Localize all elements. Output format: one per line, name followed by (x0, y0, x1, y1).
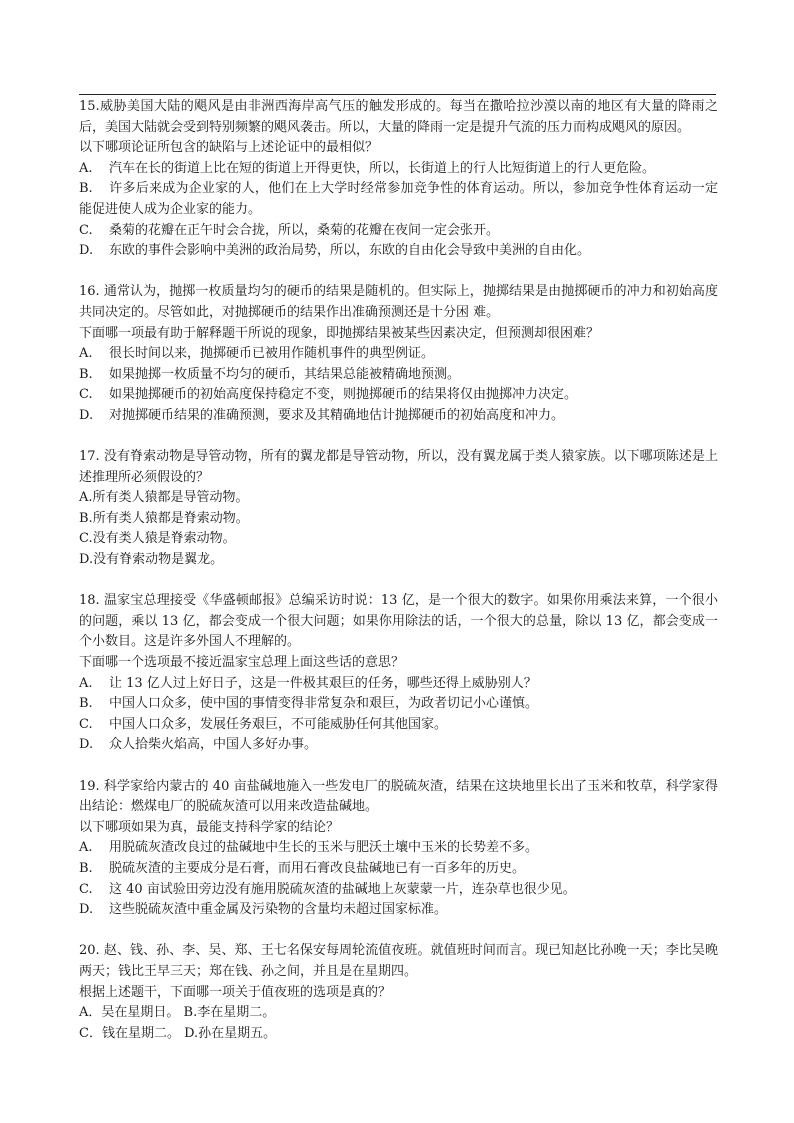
option-c (79, 880, 718, 901)
option-b (79, 694, 718, 715)
option-c (79, 715, 718, 736)
option-text: 这 40 亩试验田旁边没有施用脱硫灰渣的盐碱地上灰蒙蒙一片，连杂草也很少见。 (109, 881, 576, 897)
option-a (79, 838, 718, 859)
option-text: 东欧的事件会影响中美洲的政治局势，所以，东欧的自由化会导致中美洲的自由化。 (109, 243, 591, 259)
option-row-cd: C．钱在星期二。 D.孙在星期五。 (79, 1025, 277, 1041)
option-letter: A. (79, 675, 93, 691)
question-stem: 20. 赵、钱、孙、李、吴、郑、王七名保安每周轮流值夜班。就值班时间而言。现已知赵比孙晚一天；李比吴晚两天；钱比王早三天；郑在钱、孙之间，并且是在星期四。 (79, 943, 718, 979)
option-letter: C. (79, 881, 93, 897)
option-text: 汽车在长的街道上比在短的街道上开得更快，所以，长街道上的行人比短街道上的行人更危险。 (109, 160, 656, 176)
option-c (79, 385, 718, 406)
option-letter: C. (79, 716, 93, 732)
header-rule (79, 94, 716, 95)
option-text: 用脱硫灰渣改良过的盐碱地中生长的玉米与肥沃土壤中玉米的长势差不多。 (109, 840, 539, 856)
question-stem: 19. 科学家给内蒙古的 40 亩盐碱地施入一些发电厂的脱硫灰渣，结果在这块地里长出了玉米和牧草，科学家得出结论：燃煤电厂的脱硫灰渣可以用来改造盐碱地。 (79, 778, 718, 815)
option-letter: B. (79, 181, 93, 197)
question-15 (79, 97, 718, 262)
option-b (79, 509, 718, 530)
option-c (79, 221, 718, 242)
option-b (79, 859, 718, 880)
option-b (79, 179, 718, 220)
option-a (79, 674, 718, 695)
question-16 (79, 282, 718, 426)
option-letter: A. (79, 840, 93, 856)
question-20 (79, 941, 718, 1044)
option-text: 没有类人猿是脊索动物。 (92, 531, 236, 547)
option-letter: B. (79, 510, 93, 526)
question-17 (79, 447, 718, 571)
option-text: 桑菊的花瓣在正午时会合拢，所以，桑菊的花瓣在夜间一定会张开。 (109, 222, 500, 238)
question-stem: 16. 通常认为，抛掷一枚质量均匀的硬币的结果是随机的。但实际上，抛掷结果是由抛掷硬币的冲力和初始高度共同决定的。尽管如此，对抛掷硬币的结果作出准确预测还是十分困 难。 (79, 284, 718, 320)
question-list (79, 97, 718, 1065)
option-text: 所有类人猿都是导管动物。 (92, 490, 249, 506)
question-stem: 15.威胁美国大陆的飓风是由非洲西海岸高气压的触发形成的。每当在撒哈拉沙漠以南的地区有大量的降雨之后，美国大陆就会受到特别频繁的飓风袭击。所以，大量的降雨一定是提升气流的压力而构成飓风的原因。 (79, 99, 718, 135)
option-text: 中国人口众多，发展任务艰巨，不可能威胁任何其他国家。 (109, 716, 448, 732)
option-a (79, 488, 718, 509)
question-prompt: 以下哪项论证所包含的缺陷与上述论证中的最相似？ (79, 140, 379, 156)
option-letter: D. (79, 243, 94, 259)
option-text: 许多后来成为企业家的人，他们在上大学时经常参加竞争性的体育运动。所以，参加竞争性体育运动一定能促进使人成为企业家的能力。 (79, 181, 718, 217)
option-text: 脱硫灰渣的主要成分是石膏，而用石膏改良盐碱地已有一百多年的历史。 (109, 860, 526, 876)
question-prompt: 根据上述题干，下面哪一项关于值夜班的选项是真的？ (79, 984, 392, 1000)
option-text: 如果抛掷硬币的初始高度保持稳定不变，则抛掷硬币的结果将仅由抛掷冲力决定。 (109, 387, 578, 403)
option-letter: B. (79, 696, 93, 712)
option-letter: A. (79, 346, 93, 362)
option-letter: D. (79, 552, 94, 568)
option-text: 这些脱硫灰渣中重金属及污染物的含量均未超过国家标准。 (109, 902, 448, 918)
option-text: 众人拾柴火焰高，中国人多好办事。 (109, 737, 318, 753)
option-text: 中国人口众多，使中国的事情变得非常复杂和艰巨，为政者切记小心谨慎。 (109, 696, 539, 712)
option-text: 很长时间以来，抛掷硬币已被用作随机事件的典型例证。 (109, 346, 435, 362)
option-b (79, 365, 718, 386)
option-d (79, 550, 718, 571)
question-prompt: 下面哪一个选项最不接近温家宝总理上面这些话的意思？ (79, 655, 405, 671)
option-letter: A. (79, 490, 93, 506)
option-d (79, 241, 718, 262)
question-prompt: 以下哪项如果为真，最能支持科学家的结论？ (79, 819, 340, 835)
option-d (79, 900, 718, 921)
question-prompt: 下面哪一项最有助于解释题干所说的现象，即抛掷结果被某些因素决定，但预测却很困难？ (79, 325, 600, 341)
option-c (79, 529, 718, 550)
option-letter: D. (79, 407, 94, 423)
option-letter: D. (79, 737, 94, 753)
option-a (79, 344, 718, 365)
option-letter: B. (79, 860, 93, 876)
question-stem: 17. 没有脊索动物是导管动物，所有的翼龙都是导管动物，所以，没有翼龙属于类人猿家族。以下哪项陈述是上述推理所必须假设的？ (79, 449, 718, 485)
option-text: 让 13 亿人过上好日子，这是一件极其艰巨的任务，哪些还得上威胁别人？ (109, 675, 537, 691)
option-row-ab: A．吴在星期日。 B.李在星期二。 (79, 1005, 276, 1021)
option-letter: D. (79, 902, 94, 918)
option-d (79, 735, 718, 756)
option-letter: C. (79, 387, 93, 403)
question-19 (79, 777, 718, 921)
option-d (79, 406, 718, 427)
option-a (79, 159, 718, 180)
option-text: 如果抛掷一枚质量不均匀的硬币，其结果总能被精确地预测。 (109, 366, 461, 382)
option-letter: A. (79, 160, 93, 176)
option-letter: C. (79, 222, 93, 238)
question-stem: 18. 温家宝总理接受《华盛顿邮报》总编采访时说：13 亿，是一个很大的数字。如果你用乘法来算，一个很小的问题，乘以 13 亿，都会变成一个很大问题；如果你用除法的话，一个很大的总量，除以 13 亿，都会变成一个小数目。这是许多外国人不理解的。 (79, 593, 718, 650)
option-text: 对抛掷硬币结果的准确预测，要求及其精确地估计抛掷硬币的初始高度和冲力。 (109, 407, 565, 423)
option-letter: C. (79, 531, 93, 547)
option-text: 没有脊索动物是翼龙。 (93, 552, 224, 568)
option-text: 所有类人猿都是脊索动物。 (92, 510, 249, 526)
question-18 (79, 591, 718, 756)
option-letter: B. (79, 366, 93, 382)
